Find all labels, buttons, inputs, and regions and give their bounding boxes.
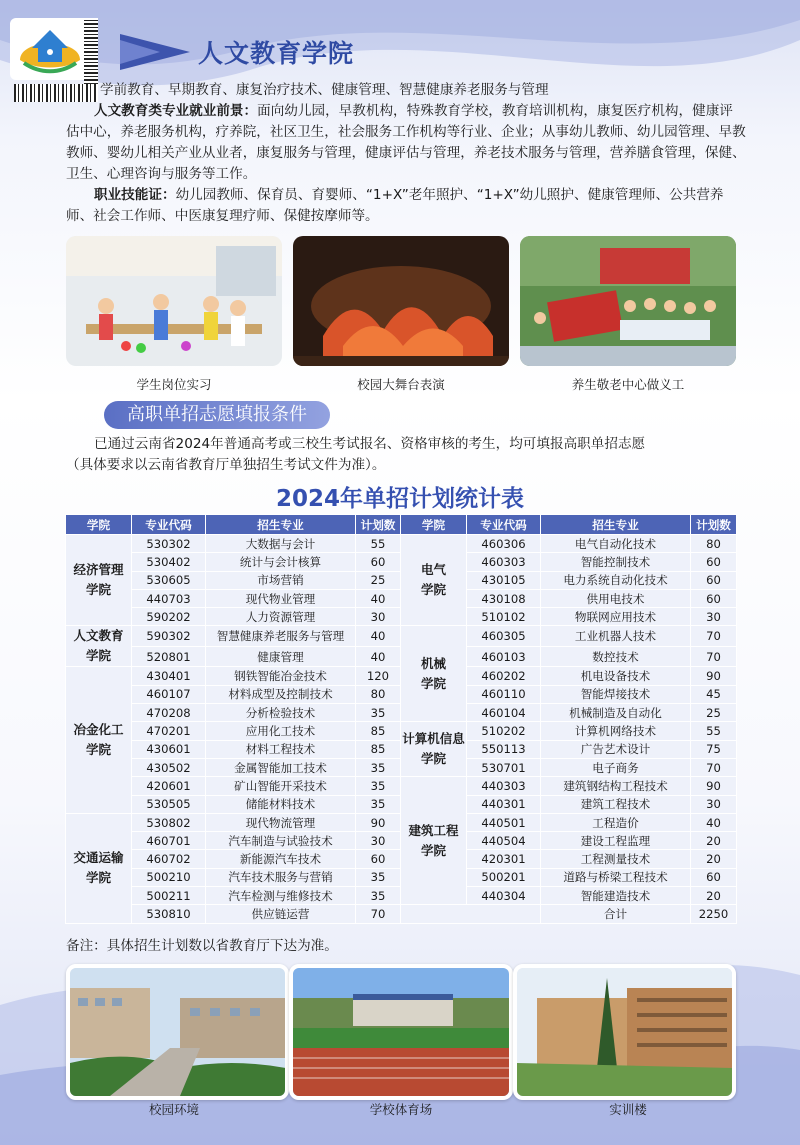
plan-count-cell: 70 [691, 758, 737, 776]
major-code-cell: 430502 [132, 758, 206, 776]
internship-photo [66, 236, 282, 366]
plan-count-cell: 35 [356, 704, 401, 722]
major-code-cell: 500211 [132, 887, 206, 905]
major-code-cell: 460107 [132, 685, 206, 703]
plan-count-cell: 40 [356, 589, 401, 607]
table-header-row [66, 515, 737, 535]
column-header: 学院 [66, 515, 132, 535]
major-name-cell: 汽车检测与维修技术 [206, 887, 356, 905]
major-code-cell: 460104 [467, 704, 541, 722]
major-name-cell: 供应链运营 [206, 905, 356, 923]
plan-count-cell: 35 [356, 795, 401, 813]
plan-count-cell: 55 [356, 535, 401, 553]
major-name-cell: 机械制造及自动化 [541, 704, 691, 722]
major-code-cell: 420601 [132, 777, 206, 795]
major-name-cell: 计算机网络技术 [541, 722, 691, 740]
top-photo-row [66, 236, 736, 366]
department-cell: 冶金化工 学院 [66, 667, 132, 813]
column-header: 招生专业 [206, 515, 356, 535]
plan-count-cell: 25 [691, 704, 737, 722]
campus-photo [66, 964, 289, 1100]
major-name-cell: 物联网应用技术 [541, 608, 691, 626]
cert-text: 幼儿园教师、保育员、育婴师、“1+X”老年照护、“1+X”幼儿照护、健康管理师、公共营养师、社会工作师、中医康复理疗师、保健按摩师等。 [66, 187, 724, 224]
plan-count-cell: 90 [691, 777, 737, 795]
department-cell: 经济管理 学院 [66, 535, 132, 626]
column-header: 招生专业 [541, 515, 691, 535]
major-code-cell: 430105 [467, 571, 541, 589]
plan-count-cell: 60 [356, 553, 401, 571]
major-code-cell: 430601 [132, 740, 206, 758]
major-code-cell: 460702 [132, 850, 206, 868]
qr-code [84, 18, 98, 88]
major-name-cell: 钢铁智能冶金技术 [206, 667, 356, 685]
major-name-cell: 智能建造技术 [541, 887, 691, 905]
plan-count-cell: 80 [356, 685, 401, 703]
table-row [66, 777, 737, 795]
major-code-cell: 550113 [467, 740, 541, 758]
major-name-cell: 建筑工程技术 [541, 795, 691, 813]
major-name-cell: 电气自动化技术 [541, 535, 691, 553]
page-title: 人文教育学院 [198, 39, 355, 68]
major-name-cell: 智能控制技术 [541, 553, 691, 571]
plan-count-cell: 30 [691, 608, 737, 626]
plan-count-cell: 60 [691, 589, 737, 607]
cert-paragraph [66, 185, 746, 227]
major-code-cell: 590202 [132, 608, 206, 626]
major-name-cell: 电力系统自动化技术 [541, 571, 691, 589]
photo-caption: 学校体育场 [369, 1102, 433, 1117]
table-row [66, 626, 737, 647]
employment-text: 面向幼儿园，早教机构，特殊教育学校，教育培训机构，康复医疗机构，健康评估中心，养老服务机构，疗养院，社区卫生，社会服务工作机构等行业、企业；从事幼儿教师、幼儿园管理、早教教师、婴幼儿相关产业从业者，康复服务与管理，健康评估与管理，养老技术服务与管理，营养膳食管理，保健、卫生、心理咨询与服务等工作。 [66, 103, 746, 182]
major-name-cell: 人力资源管理 [206, 608, 356, 626]
major-name-cell: 金属智能加工技术 [206, 758, 356, 776]
plan-count-cell: 60 [691, 571, 737, 589]
plan-count-cell: 35 [356, 758, 401, 776]
plan-count-cell: 30 [691, 795, 737, 813]
major-name-cell: 大数据与会计 [206, 535, 356, 553]
department-cell: 计算机信息 学院 [401, 722, 467, 777]
major-code-cell: 460202 [467, 667, 541, 685]
major-name-cell: 应用化工技术 [206, 722, 356, 740]
plan-count-cell: 40 [356, 626, 401, 647]
photo-caption: 校园环境 [148, 1102, 199, 1117]
major-name-cell: 储能材料技术 [206, 795, 356, 813]
photo-caption: 校园大舞台表演 [357, 377, 445, 392]
volunteer-photo [520, 236, 736, 366]
major-code-cell: 460103 [467, 646, 541, 667]
major-code-cell: 440301 [467, 795, 541, 813]
major-code-cell: 440304 [467, 887, 541, 905]
footnote: 备注：具体招生计划数以省教育厅下达为准。 [66, 938, 338, 954]
major-name-cell: 道路与桥梁工程技术 [541, 868, 691, 886]
column-header: 专业代码 [132, 515, 206, 535]
major-code-cell: 440703 [132, 589, 206, 607]
major-name-cell: 材料工程技术 [206, 740, 356, 758]
major-code-cell: 470201 [132, 722, 206, 740]
major-name-cell: 广告艺术设计 [541, 740, 691, 758]
plan-count-cell: 40 [691, 813, 737, 831]
column-header: 计划数 [356, 515, 401, 535]
title-flag-icon [120, 34, 190, 70]
major-code-cell: 460306 [467, 535, 541, 553]
major-code-cell: 500201 [467, 868, 541, 886]
stadium-photo [289, 964, 512, 1100]
major-code-cell: 430401 [132, 667, 206, 685]
major-code-cell: 530505 [132, 795, 206, 813]
department-cell: 人文教育 学院 [66, 626, 132, 667]
empty-cell [401, 905, 541, 923]
major-name-cell: 建筑钢结构工程技术 [541, 777, 691, 795]
major-name-cell: 汽车制造与试验技术 [206, 832, 356, 850]
major-name-cell: 工程测量技术 [541, 850, 691, 868]
plan-count-cell: 20 [691, 850, 737, 868]
training-building-photo [513, 964, 736, 1100]
plan-count-cell: 85 [356, 722, 401, 740]
major-name-cell: 供用电技术 [541, 589, 691, 607]
major-code-cell: 460305 [467, 626, 541, 647]
plan-count-cell: 55 [691, 722, 737, 740]
major-code-cell: 520801 [132, 646, 206, 667]
plan-count-cell: 70 [691, 646, 737, 667]
major-code-cell: 470208 [132, 704, 206, 722]
table-row [66, 722, 737, 740]
photo-caption: 养生敬老中心做义工 [571, 377, 685, 392]
school-logo [10, 18, 90, 80]
employment-paragraph [66, 101, 746, 185]
major-code-cell: 460701 [132, 832, 206, 850]
plan-count-cell: 20 [691, 832, 737, 850]
major-code-cell: 500210 [132, 868, 206, 886]
department-cell: 电气 学院 [401, 535, 467, 626]
major-name-cell: 现代物流管理 [206, 813, 356, 831]
requirements-heading: 高职单招志愿填报条件 [104, 401, 330, 429]
major-code-cell: 530701 [467, 758, 541, 776]
major-name-cell: 材料成型及控制技术 [206, 685, 356, 703]
requirements-line-1: 已通过云南省2024年普通高考或三校生考试报名、资格审核的考生，均可填报高职单招志愿 [94, 436, 646, 452]
major-name-cell: 工程造价 [541, 813, 691, 831]
major-name-cell: 新能源汽车技术 [206, 850, 356, 868]
intro-section [66, 80, 746, 227]
major-code-cell: 530810 [132, 905, 206, 923]
major-name-cell: 智慧健康养老服务与管理 [206, 626, 356, 647]
major-name-cell: 机电设备技术 [541, 667, 691, 685]
major-name-cell: 数控技术 [541, 646, 691, 667]
majors-line: 学前教育、早期教育、康复治疗技术、健康管理、智慧健康养老服务与管理 [100, 82, 549, 98]
plan-count-cell: 30 [356, 832, 401, 850]
major-name-cell: 电子商务 [541, 758, 691, 776]
plan-count-cell: 25 [356, 571, 401, 589]
department-cell: 机械 学院 [401, 626, 467, 722]
table-row [66, 535, 737, 553]
enrollment-plan-table [65, 514, 737, 924]
column-header: 专业代码 [467, 515, 541, 535]
major-name-cell: 工业机器人技术 [541, 626, 691, 647]
column-header: 学院 [401, 515, 467, 535]
major-code-cell: 510202 [467, 722, 541, 740]
major-code-cell: 530802 [132, 813, 206, 831]
major-code-cell: 590302 [132, 626, 206, 647]
plan-count-cell: 60 [691, 868, 737, 886]
major-name-cell: 现代物业管理 [206, 589, 356, 607]
plan-count-cell: 90 [691, 667, 737, 685]
plan-count-cell: 35 [356, 868, 401, 886]
bottom-photo-row [66, 964, 736, 1100]
requirements-text [66, 434, 746, 476]
major-code-cell: 430108 [467, 589, 541, 607]
cert-label: 职业技能证： [94, 187, 176, 203]
plan-count-cell: 35 [356, 887, 401, 905]
major-name-cell: 统计与会计核算 [206, 553, 356, 571]
total-value-cell: 2250 [691, 905, 737, 923]
plan-count-cell: 80 [691, 535, 737, 553]
requirements-line-2: （具体要求以云南省教育厅单独招生考试文件为准）。 [66, 457, 386, 473]
major-code-cell: 420301 [467, 850, 541, 868]
employment-label: 人文教育类专业就业前景： [94, 103, 258, 119]
table-title: 2024年单招计划统计表 [275, 486, 524, 512]
major-name-cell: 汽车技术服务与营销 [206, 868, 356, 886]
plan-count-cell: 30 [356, 608, 401, 626]
major-name-cell: 矿山智能开采技术 [206, 777, 356, 795]
major-code-cell: 530605 [132, 571, 206, 589]
plan-count-cell: 70 [691, 626, 737, 647]
plan-count-cell: 90 [356, 813, 401, 831]
stage-performance-photo [293, 236, 509, 366]
plan-count-cell: 85 [356, 740, 401, 758]
column-header: 计划数 [691, 515, 737, 535]
plan-count-cell: 120 [356, 667, 401, 685]
photo-caption: 学生岗位实习 [136, 377, 212, 392]
major-name-cell: 分析检验技术 [206, 704, 356, 722]
major-code-cell: 440303 [467, 777, 541, 795]
table-body [66, 535, 737, 924]
major-code-cell: 440504 [467, 832, 541, 850]
major-code-cell: 530402 [132, 553, 206, 571]
plan-count-cell: 60 [691, 553, 737, 571]
plan-count-cell: 40 [356, 646, 401, 667]
total-label-cell: 合计 [541, 905, 691, 923]
bottom-photo-captions [66, 1100, 736, 1118]
major-code-cell: 510102 [467, 608, 541, 626]
major-name-cell: 健康管理 [206, 646, 356, 667]
plan-count-cell: 75 [691, 740, 737, 758]
top-photo-captions [66, 375, 736, 393]
major-name-cell: 建设工程监理 [541, 832, 691, 850]
table-row [66, 905, 737, 923]
major-name-cell: 市场营销 [206, 571, 356, 589]
photo-caption: 实训楼 [609, 1102, 647, 1117]
plan-count-cell: 45 [691, 685, 737, 703]
plan-count-cell: 20 [691, 887, 737, 905]
department-cell: 交通运输 学院 [66, 813, 132, 923]
plan-count-cell: 35 [356, 777, 401, 795]
major-code-cell: 440501 [467, 813, 541, 831]
department-cell: 建筑工程 学院 [401, 777, 467, 905]
major-name-cell: 智能焊接技术 [541, 685, 691, 703]
major-code-cell: 530302 [132, 535, 206, 553]
major-code-cell: 460110 [467, 685, 541, 703]
plan-count-cell: 60 [356, 850, 401, 868]
major-code-cell: 460303 [467, 553, 541, 571]
plan-count-cell: 70 [356, 905, 401, 923]
